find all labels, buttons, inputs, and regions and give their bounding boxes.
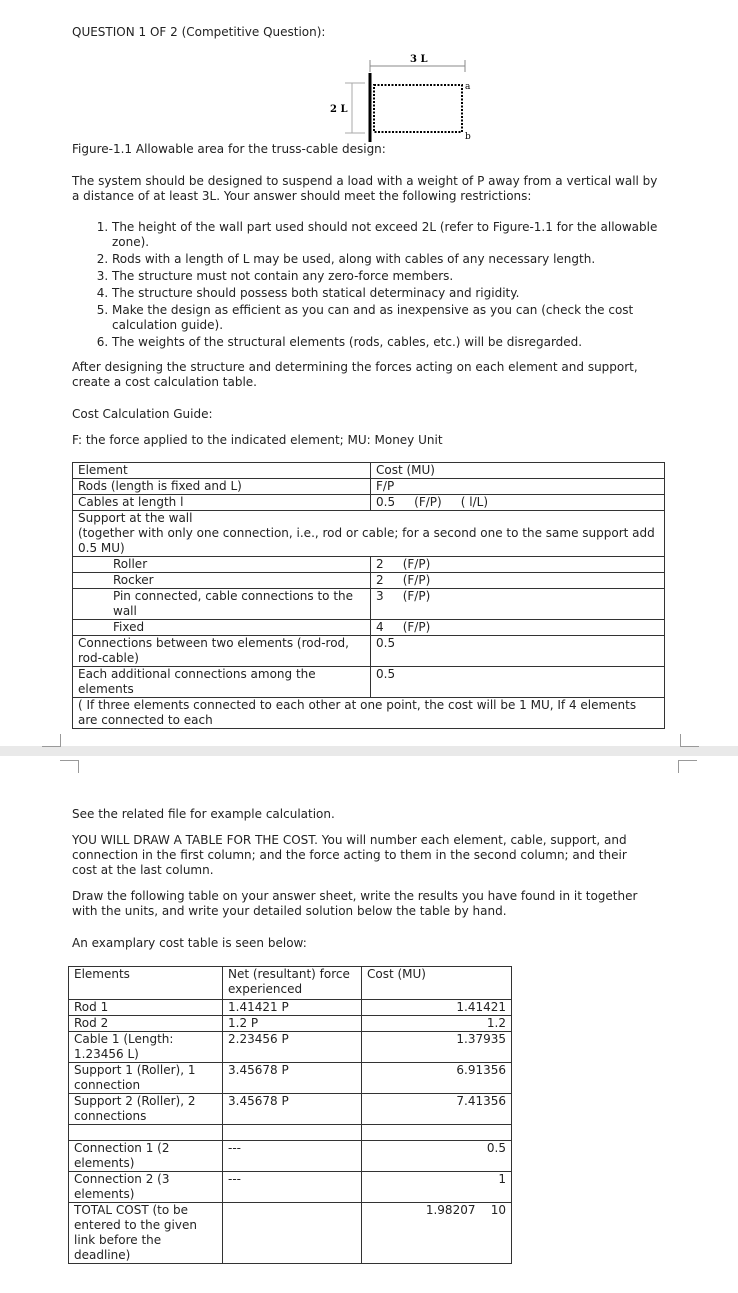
draw-following-text: Draw the following table on your answer sheet, write the results you have found in it together with the units, and write your detailed solution below the table by hand. (72, 889, 638, 918)
guide-title: Cost Calculation Guide: (72, 407, 213, 421)
header-cost: Cost (MU) (371, 463, 665, 479)
row-force: 1.2 P (223, 1016, 362, 1032)
restriction-item: 1. The height of the wall part used should not exceed 2L (refer to Figure-1.1 for the allowable zone). (112, 220, 662, 250)
col-header-cost: Cost (MU) (362, 967, 512, 1000)
page-break (0, 746, 738, 756)
point-b-label: b (465, 132, 471, 142)
row-cost: 6.91356 (362, 1063, 512, 1094)
row-cost: 1.37935 (362, 1032, 512, 1063)
fixed-cost: 4 (F/P) (371, 620, 665, 636)
page-corner-mark (678, 760, 697, 773)
example-cost-table (68, 966, 512, 1264)
rocker-label: Rocker (73, 573, 371, 589)
see-file-text: See the related file for example calculation. (72, 807, 335, 821)
row-cost: 0.5 (362, 1141, 512, 1172)
conn-two-cost: 0.5 (371, 636, 665, 667)
row-force (223, 1125, 362, 1141)
conn-add-cost: 0.5 (371, 667, 665, 698)
cables-label: Cables at length l (73, 495, 371, 511)
roller-cost: 2 (F/P) (371, 557, 665, 573)
total-force (223, 1203, 362, 1264)
draw-table-text: YOU WILL DRAW A TABLE FOR THE COST. You will number each element, cable, support, and connection in the first column; and the force acting to them in the second column; and their cost at the last column. (72, 833, 627, 877)
restriction-item: 2. Rods with a length of L may be used, along with cables of any necessary length. (112, 252, 662, 267)
row-cost (362, 1125, 512, 1141)
restriction-item: 5. Make the design as efficient as you can and as inexpensive as you can (check the cost calculation guide). (112, 303, 662, 333)
row-force: --- (223, 1141, 362, 1172)
figure-height-label: 2 L (330, 104, 348, 115)
col-header-elements: Elements (69, 967, 223, 1000)
fixed-label: Fixed (73, 620, 371, 636)
figure-caption: Figure-1.1 Allowable area for the truss-cable design: (72, 142, 386, 156)
row-cost: 1 (362, 1172, 512, 1203)
restriction-item: 4. The structure should possess both statical determinacy and rigidity. (112, 286, 662, 301)
connection-note: ( If three elements connected to each other at one point, the cost will be 1 MU, If 4 elements are connected to each (73, 698, 665, 729)
total-label: TOTAL COST (to be entered to the given link before the deadline) (69, 1203, 223, 1264)
intro-paragraph: The system should be designed to suspend a load with a weight of P away from a vertical wall by a distance of at least 3L. Your answer should meet the following restrictions: (72, 174, 658, 203)
restriction-item: 3. The structure must not contain any zero-force members. (112, 269, 662, 284)
row-force: --- (223, 1172, 362, 1203)
row-force: 1.41421 P (223, 1000, 362, 1016)
figure-width-label: 3 L (410, 54, 428, 65)
total-cost: 1.98207 10 (362, 1203, 512, 1264)
conn-add-label: Each additional connections among the elements (73, 667, 371, 698)
header-element: Element (73, 463, 371, 479)
row-element: Support 2 (Roller), 2 connections (69, 1094, 223, 1125)
row-element: Connection 2 (3 elements) (69, 1172, 223, 1203)
point-a-label: a (465, 82, 471, 92)
row-element: Rod 2 (69, 1016, 223, 1032)
guide-legend: F: the force applied to the indicated element; MU: Money Unit (72, 433, 443, 447)
pin-cost: 3 (F/P) (371, 589, 665, 620)
row-cost: 1.2 (362, 1016, 512, 1032)
cables-cost: 0.5 (F/P) ( l/L) (371, 495, 665, 511)
restriction-item: 6. The weights of the structural elements (rods, cables, etc.) will be disregarded. (112, 335, 662, 350)
roller-label: Roller (73, 557, 371, 573)
example-intro: An examplary cost table is seen below: (72, 936, 307, 950)
cost-guide-table (72, 462, 665, 729)
row-force: 2.23456 P (223, 1032, 362, 1063)
question-header: QUESTION 1 OF 2 (Competitive Question): (72, 25, 326, 39)
rods-label: Rods (length is fixed and L) (73, 479, 371, 495)
page-corner-mark (60, 760, 79, 773)
page-corner-mark (42, 734, 61, 747)
row-element (69, 1125, 223, 1141)
row-cost: 1.41421 (362, 1000, 512, 1016)
row-force: 3.45678 P (223, 1094, 362, 1125)
col-header-force: Net (resultant) force experienced (223, 967, 362, 1000)
allowable-area-figure (325, 48, 495, 148)
row-cost: 7.41356 (362, 1094, 512, 1125)
row-element: Cable 1 (Length: 1.23456 L) (69, 1032, 223, 1063)
rocker-cost: 2 (F/P) (371, 573, 665, 589)
row-force: 3.45678 P (223, 1063, 362, 1094)
restrictions-list (72, 220, 662, 352)
row-element: Rod 1 (69, 1000, 223, 1016)
rods-cost: F/P (371, 479, 665, 495)
support-label: Support at the wall (together with only one connection, i.e., rod or cable; for a second one to the same support add 0.5 MU) (73, 511, 665, 557)
row-element: Connection 1 (2 elements) (69, 1141, 223, 1172)
page-corner-mark (680, 734, 699, 747)
conn-two-label: Connections between two elements (rod-rod, rod-cable) (73, 636, 371, 667)
row-element: Support 1 (Roller), 1 connection (69, 1063, 223, 1094)
after-design-paragraph: After designing the structure and determining the forces acting on each element and support, create a cost calculation table. (72, 360, 638, 389)
pin-label: Pin connected, cable connections to the wall (73, 589, 371, 620)
